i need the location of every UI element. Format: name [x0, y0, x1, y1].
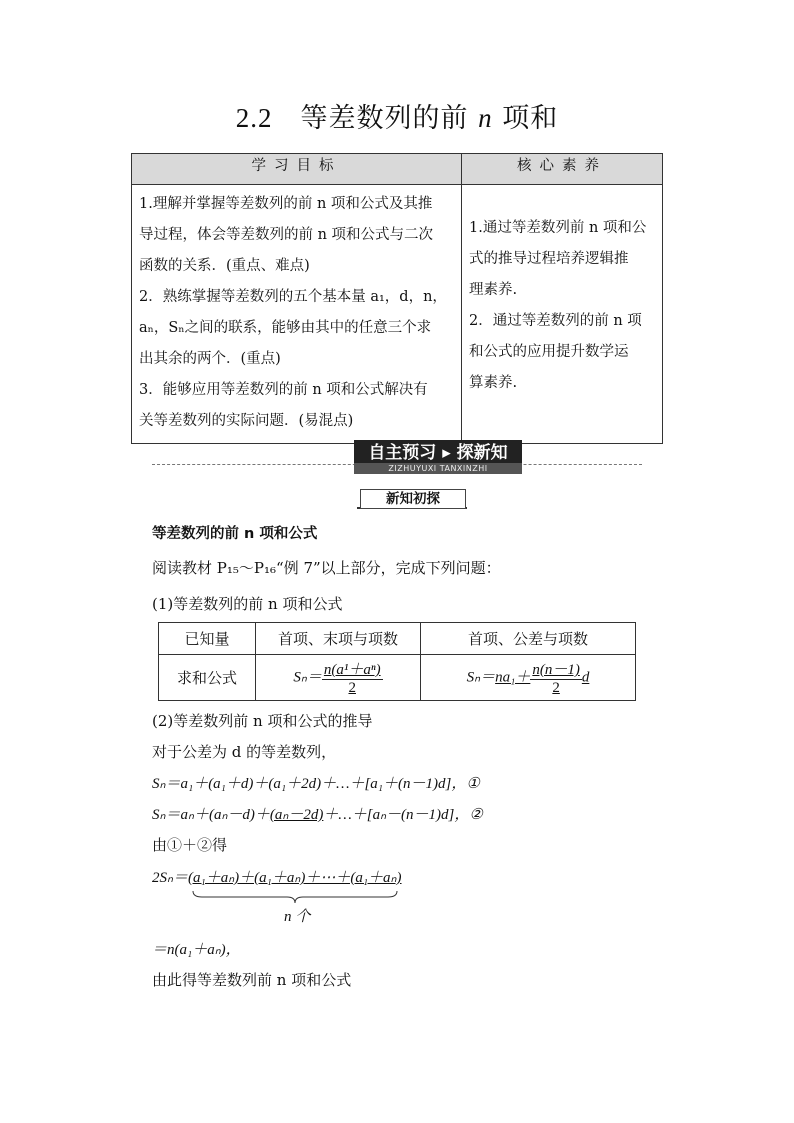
formula-2-tail: d [581, 669, 590, 686]
formula-2-mid: na₁＋ [495, 669, 531, 686]
literacy-line: 算素养. [469, 375, 518, 391]
literacy-line: 2．通过等差数列的前 n 项 [469, 313, 642, 329]
formula-1-denominator: 2 [348, 680, 356, 696]
underbrace [192, 890, 398, 904]
formula-2-lhs: Sₙ＝ [466, 669, 496, 686]
formula-2-fraction [530, 658, 582, 697]
formula-1-numerator: n(a¹＋aⁿ) [322, 658, 383, 680]
derivation-line-2: Sₙ＝a₁＋(a₁＋d)＋(a₁＋2d)＋…＋[a₁＋(n－1)d]，① [152, 776, 480, 792]
goal-line: 2．熟练掌握等差数列的五个基本量 a₁，d，n， [139, 289, 447, 305]
section-banner-pinyin: ZIZHUYUXI TANXINZHI [354, 463, 522, 474]
line-3-underlined: (aₙ－2d) [269, 807, 324, 823]
formula-2-numerator: n(n－1) [530, 658, 582, 680]
goals-table [131, 153, 663, 444]
derivation-line-5 [152, 866, 402, 887]
sum-formula-table [158, 622, 636, 701]
item-2: (2)等差数列前 n 项和公式的推导 [152, 712, 373, 730]
goal-line: aₙ，Sₙ之间的联系，能够由其中的任意三个求 [139, 320, 432, 336]
derivation-line-4: 由①＋②得 [152, 836, 228, 854]
derivation-line-1: 对于公差为 d 的等差数列， [152, 743, 337, 761]
sum-row-label: 求和公式 [159, 655, 256, 701]
sum-header-first-diff: 首项、公差与项数 [421, 623, 636, 655]
goal-line: 1.理解并掌握等差数列的前 n 项和公式及其推 [139, 196, 433, 212]
goals-left-cell [132, 185, 462, 444]
derivation-line-8: 由此得等差数列前 n 项和公式 [152, 971, 352, 989]
literacy-line: 和公式的应用提升数学运 [469, 344, 629, 360]
formula-2-denominator: 2 [552, 680, 560, 696]
sum-header-first-last: 首项、末项与项数 [256, 623, 421, 655]
title-text-after: 项和 [492, 103, 559, 134]
goal-line: 导过程，体会等差数列的前 n 项和公式与二次 [139, 227, 434, 243]
title-text-before: 等差数列的前 [300, 103, 479, 134]
section-number: 2.2 [235, 103, 273, 133]
goal-line: 出其余的两个．(重点) [139, 351, 281, 367]
line-5-underlined: (a₁＋aₙ)＋(a₁＋aₙ)＋⋯＋(a₁＋aₙ) [187, 870, 402, 886]
section-banner: 自主预习 ▸ 探新知 [354, 440, 522, 466]
goal-line: 关等差数列的实际问题．(易混点) [139, 413, 354, 429]
goals-right-cell [462, 185, 663, 444]
literacy-line: 1.通过等差数列前 n 项和公 [469, 220, 647, 236]
formula-1-lhs: Sₙ＝ [293, 669, 322, 686]
derivation-line-3 [152, 803, 483, 824]
item-1: (1)等差数列的前 n 项和公式 [152, 595, 343, 613]
line-3-end: ＋…＋[aₙ－(n－1)d]，② [323, 807, 483, 823]
line-5-start: 2Sₙ＝ [152, 870, 188, 886]
brace-label: n 个 [284, 909, 311, 925]
line-3-start: Sₙ＝aₙ＋(aₙ－d)＋ [152, 807, 270, 823]
goals-header-right: 核心素养 [462, 154, 663, 185]
page-title [0, 96, 794, 135]
sum-header-known: 已知量 [159, 623, 256, 655]
sum-formula-2 [421, 655, 636, 701]
literacy-line: 式的推导过程培养逻辑推 [469, 251, 629, 267]
title-var: n [478, 103, 493, 133]
goals-header-left: 学习目标 [132, 154, 462, 185]
formula-1-fraction [322, 658, 383, 697]
section-heading: 等差数列的前 n 项和公式 [152, 526, 318, 542]
subsection-badge: 新知初探 [360, 489, 466, 509]
literacy-line: 理素养. [469, 282, 518, 298]
reading-instruction: 阅读教材 P₁₅～P₁₆“例 7”以上部分，完成下列问题： [152, 559, 501, 577]
derivation-line-7: ＝n(a₁＋aₙ)， [152, 942, 241, 958]
goal-line: 函数的关系．(重点、难点) [139, 258, 310, 274]
goal-line: 3．能够应用等差数列的前 n 项和公式解决有 [139, 382, 428, 398]
sum-formula-1 [256, 655, 421, 701]
